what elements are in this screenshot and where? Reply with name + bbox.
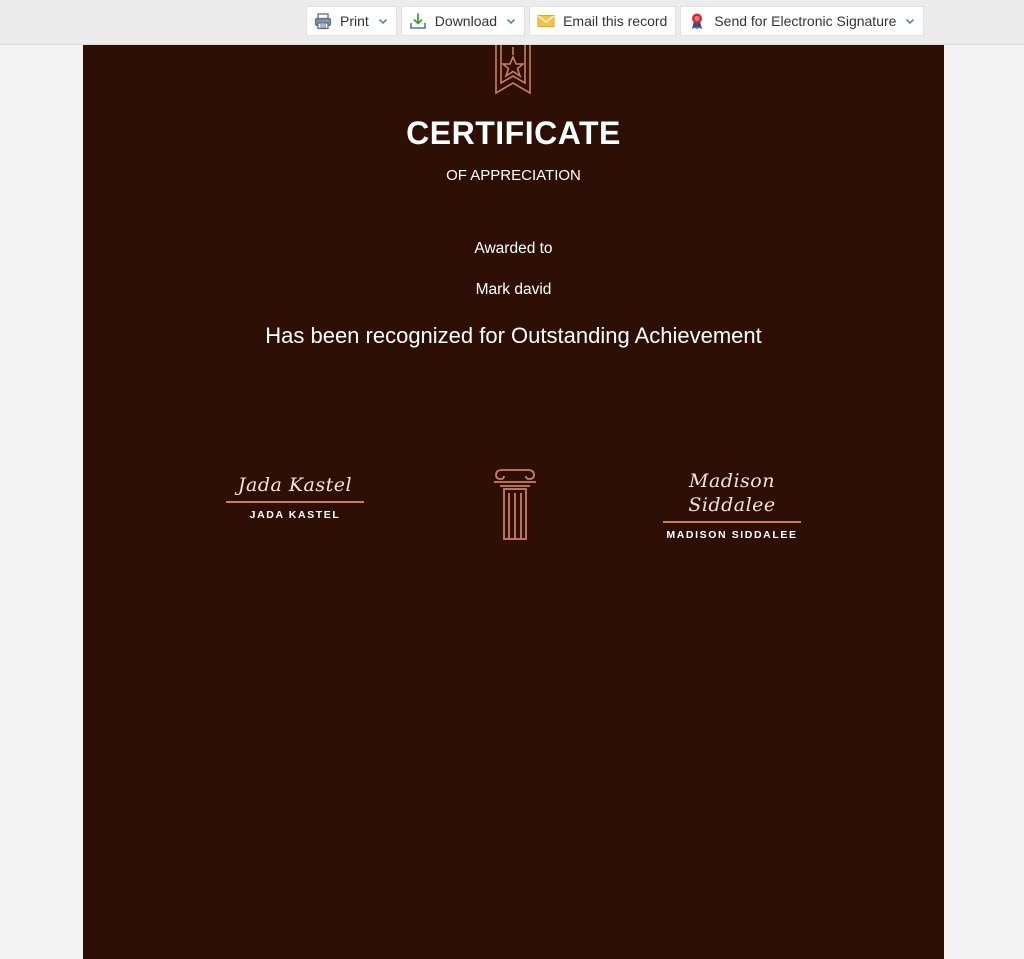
recipient-name: Mark david (475, 281, 552, 298)
envelope-icon (537, 12, 555, 30)
signature-script: Madison Siddalee (688, 470, 776, 516)
print-button[interactable] (306, 6, 397, 36)
email-label: Email this record (563, 13, 668, 29)
signatory-name: MADISON SIDDALEE (666, 529, 798, 541)
toolbar-button-group (306, 6, 924, 36)
certificate-title: CERTIFICATE (406, 115, 621, 151)
signature-block-left (225, 473, 365, 522)
signature-line (663, 521, 801, 523)
signature-line (226, 501, 364, 503)
chevron-down-icon[interactable] (905, 16, 915, 26)
chevron-down-icon[interactable] (378, 16, 388, 26)
signatory-name: JADA KASTEL (249, 509, 341, 521)
award-ribbon-icon (688, 12, 706, 30)
esign-label: Send for Electronic Signature (714, 13, 897, 29)
signature-block-right (647, 469, 817, 542)
download-icon (409, 12, 427, 30)
download-label: Download (434, 13, 498, 29)
chevron-down-icon[interactable] (506, 16, 516, 26)
download-button[interactable] (401, 6, 525, 36)
certificate-subtitle: OF APPRECIATION (446, 167, 581, 184)
awarded-to-label: Awarded to (474, 240, 553, 257)
esign-button[interactable] (680, 6, 924, 36)
record-toolbar (0, 0, 1024, 45)
email-record-button[interactable] (529, 6, 676, 36)
bookmark-emblem-icon (493, 45, 533, 97)
signature-script: Jada Kastel (237, 474, 353, 496)
print-label: Print (340, 13, 369, 29)
recognition-statement: Has been recognized for Outstanding Achievement (265, 323, 762, 348)
certificate-document (83, 45, 944, 959)
printer-icon (314, 12, 332, 30)
column-pillar-icon (492, 469, 538, 541)
